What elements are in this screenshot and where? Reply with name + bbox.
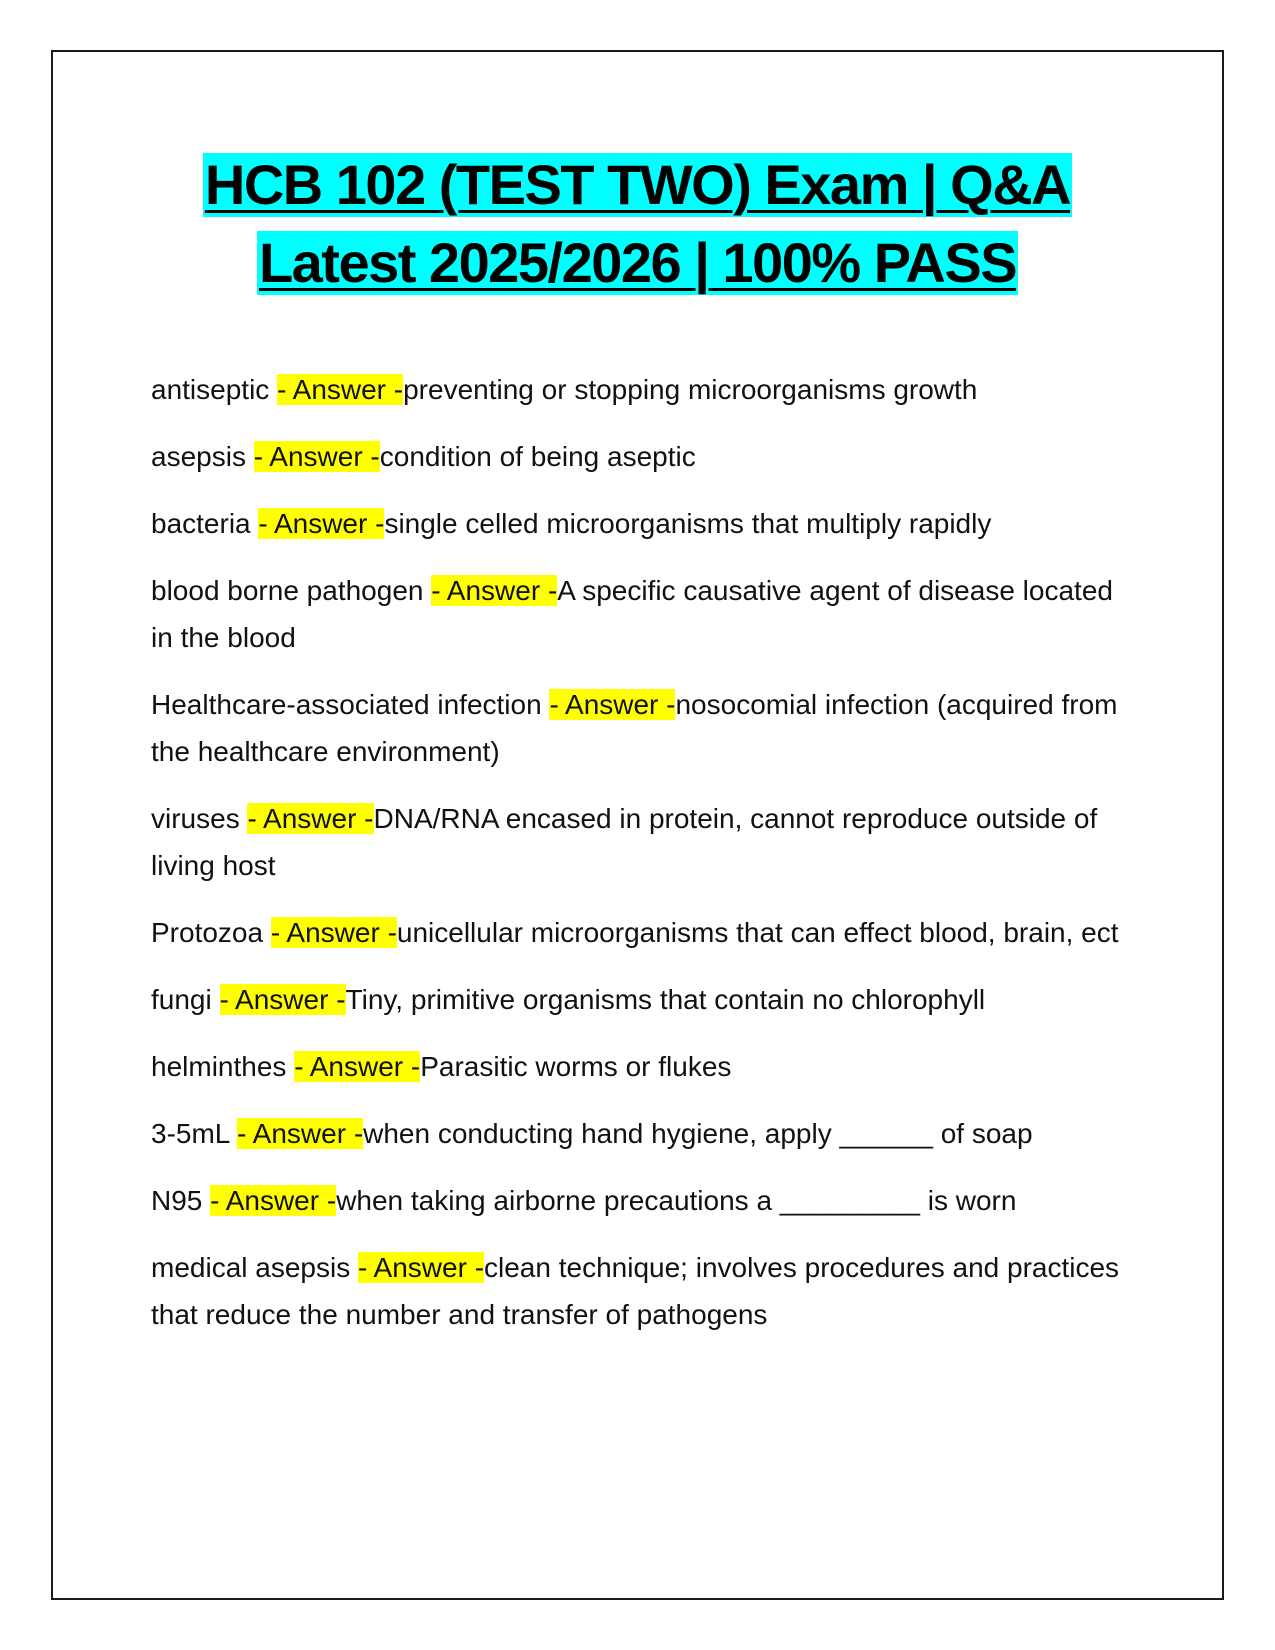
qa-definition: Tiny, primitive organisms that contain no chlorophyll xyxy=(345,984,986,1015)
answer-marker: - Answer - xyxy=(549,689,676,720)
qa-item xyxy=(151,909,1121,956)
qa-term: fungi xyxy=(151,984,220,1015)
answer-marker: - Answer - xyxy=(247,803,374,834)
qa-item xyxy=(151,976,1121,1023)
qa-item xyxy=(151,1110,1121,1157)
answer-marker: - Answer - xyxy=(258,508,385,539)
qa-definition: nosocomial infection (acquired from the healthcare environment) xyxy=(151,689,1118,767)
qa-item xyxy=(151,567,1121,661)
qa-term: viruses xyxy=(151,803,248,834)
answer-marker: - Answer - xyxy=(270,917,397,948)
title-line-1: HCB 102 (TEST TWO) Exam | Q&A xyxy=(204,153,1071,216)
qa-definition: when conducting hand hygiene, apply ______ of soap xyxy=(363,1118,1033,1149)
qa-item xyxy=(151,1177,1121,1224)
qa-list xyxy=(151,366,1121,1358)
qa-term: 3-5mL xyxy=(151,1118,238,1149)
qa-item xyxy=(151,366,1121,413)
qa-definition: unicellular microorganisms that can effect blood, brain, ect xyxy=(396,917,1119,948)
qa-item xyxy=(151,1244,1121,1338)
qa-item xyxy=(151,500,1121,547)
answer-marker: - Answer - xyxy=(210,1185,337,1216)
qa-item xyxy=(151,795,1121,889)
answer-marker: - Answer - xyxy=(431,575,558,606)
qa-item xyxy=(151,1043,1121,1090)
qa-term: Healthcare-associated infection xyxy=(151,689,550,720)
answer-marker: - Answer - xyxy=(237,1118,364,1149)
qa-term: asepsis xyxy=(151,441,254,472)
document-title xyxy=(0,146,1275,302)
qa-item xyxy=(151,681,1121,775)
title-line-2: Latest 2025/2026 | 100% PASS xyxy=(258,231,1017,294)
qa-definition: single celled microorganisms that multiply rapidly xyxy=(384,508,992,539)
qa-definition: A specific causative agent of disease located in the blood xyxy=(151,575,1113,653)
qa-term: blood borne pathogen xyxy=(151,575,432,606)
qa-definition: clean technique; involves procedures and practices that reduce the number and transfer of pathogens xyxy=(151,1252,1120,1330)
qa-definition: condition of being aseptic xyxy=(379,441,696,472)
qa-term: N95 xyxy=(151,1185,211,1216)
qa-term: antiseptic xyxy=(151,374,278,405)
qa-term: medical asepsis xyxy=(151,1252,358,1283)
qa-item xyxy=(151,433,1121,480)
answer-marker: - Answer - xyxy=(357,1252,485,1283)
qa-definition: when taking airborne precautions a _________ is worn xyxy=(336,1185,1017,1216)
qa-definition: DNA/RNA encased in protein, cannot reproduce outside of living host xyxy=(151,803,1098,881)
qa-term: bacteria xyxy=(151,508,259,539)
qa-term: Protozoa xyxy=(151,917,271,948)
answer-marker: - Answer - xyxy=(219,984,346,1015)
answer-marker: - Answer - xyxy=(277,374,404,405)
answer-marker: - Answer - xyxy=(253,441,380,472)
answer-marker: - Answer - xyxy=(294,1051,421,1082)
qa-definition: Parasitic worms or flukes xyxy=(420,1051,732,1082)
qa-term: helminthes xyxy=(151,1051,295,1082)
qa-definition: preventing or stopping microorganisms growth xyxy=(403,374,978,405)
